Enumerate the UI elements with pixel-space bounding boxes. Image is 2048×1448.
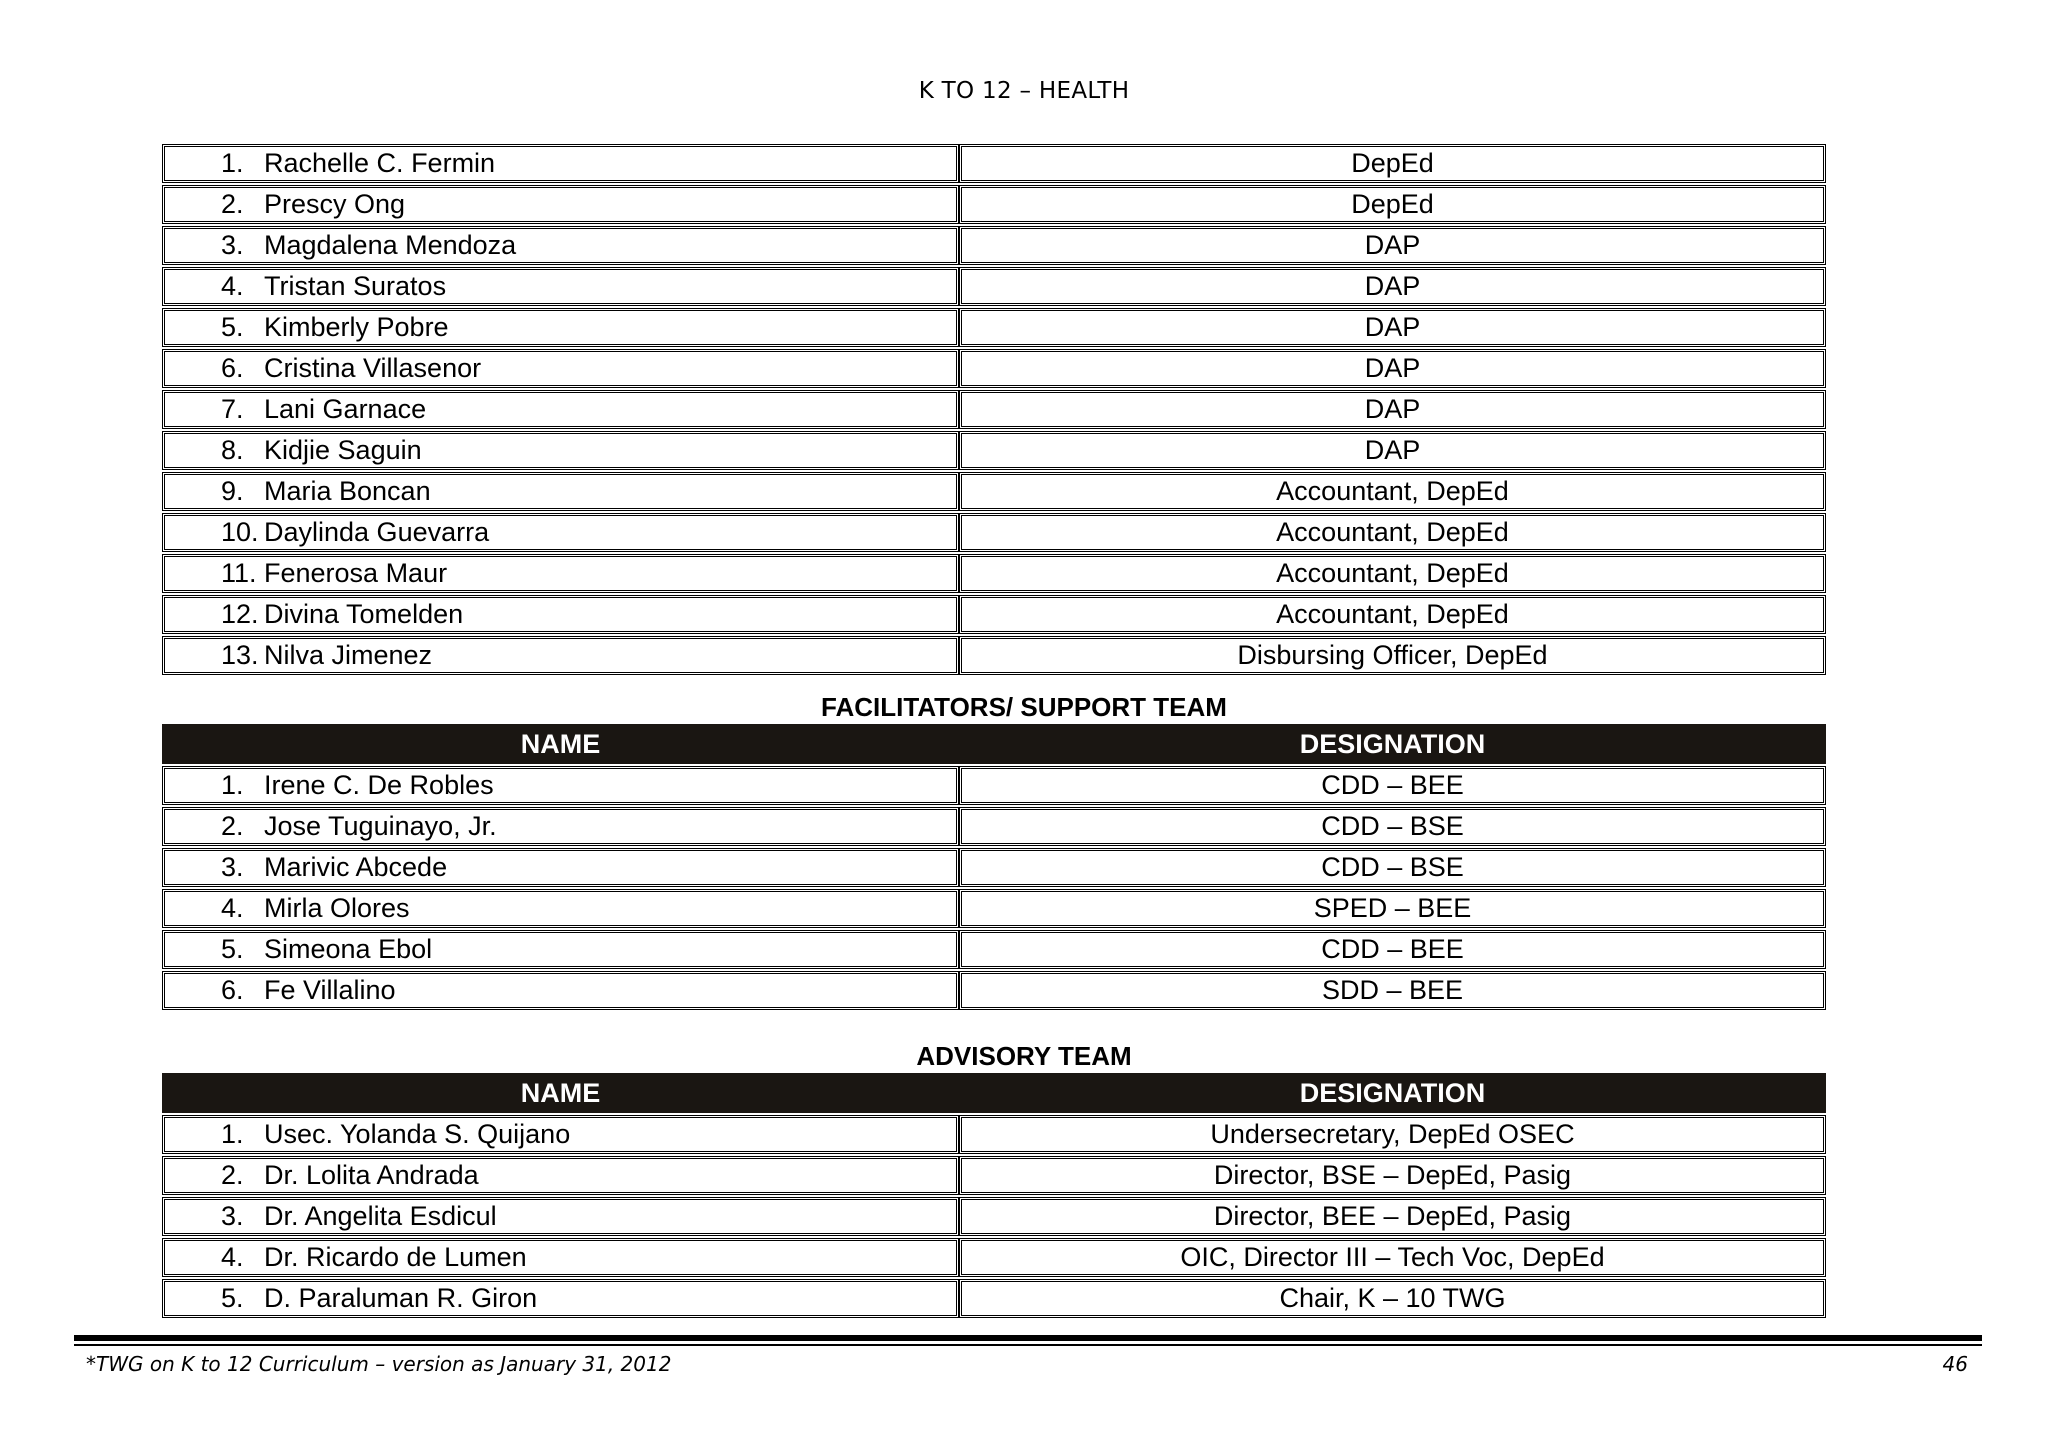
row-number: 7. — [221, 394, 244, 424]
table-row — [162, 848, 1826, 887]
row-number: 2. — [221, 1160, 244, 1190]
row-number: 6. — [221, 975, 244, 1005]
row-number: 2. — [221, 811, 244, 841]
person-name: Dr. Lolita Andrada — [264, 1160, 479, 1190]
table-row — [162, 431, 1826, 470]
person-name: Marivic Abcede — [264, 852, 448, 882]
name-cell — [162, 1156, 959, 1195]
person-name: Cristina Villasenor — [264, 353, 482, 383]
row-number: 4. — [221, 1242, 244, 1272]
person-name: Dr. Angelita Esdicul — [264, 1201, 497, 1231]
row-number: 10. — [221, 517, 259, 547]
row-number: 2. — [221, 189, 244, 219]
table-row — [162, 349, 1826, 388]
name-cell — [162, 185, 959, 224]
designation-cell: DAP — [959, 349, 1826, 388]
advisory-title: ADVISORY TEAM — [916, 1041, 1132, 1071]
table-row — [162, 807, 1826, 846]
name-cell — [162, 807, 959, 846]
row-number: 8. — [221, 435, 244, 465]
designation-cell: Accountant, DepEd — [959, 554, 1826, 593]
table-row — [162, 1238, 1826, 1277]
row-number: 3. — [221, 1201, 244, 1231]
name-cell — [162, 144, 959, 183]
row-number: 4. — [221, 271, 244, 301]
table-row — [162, 185, 1826, 224]
name-cell — [162, 889, 959, 928]
person-name: Rachelle C. Fermin — [264, 148, 496, 178]
table-row — [162, 1156, 1826, 1195]
name-cell — [162, 267, 959, 306]
person-name: Simeona Ebol — [264, 934, 433, 964]
designation-cell: Accountant, DepEd — [959, 595, 1826, 634]
row-number: 3. — [221, 852, 244, 882]
name-cell — [162, 1279, 959, 1318]
writers-table-body — [162, 144, 1826, 675]
footer-divider-thin — [74, 1344, 1982, 1346]
designation-cell: Undersecretary, DepEd OSEC — [959, 1115, 1826, 1154]
table-row — [162, 513, 1826, 552]
person-name: Prescy Ong — [264, 189, 406, 219]
facilitators-table — [162, 722, 1826, 1012]
designation-cell: DAP — [959, 267, 1826, 306]
person-name: Maria Boncan — [264, 476, 431, 506]
person-name: Lani Garnace — [264, 394, 427, 424]
row-number: 12. — [221, 599, 259, 629]
name-cell — [162, 766, 959, 805]
name-cell — [162, 595, 959, 634]
person-name: Dr. Ricardo de Lumen — [264, 1242, 527, 1272]
page-header-title: K TO 12 – HEALTH — [918, 78, 1130, 104]
facilitators-col-name: NAME — [162, 724, 959, 764]
name-cell — [162, 431, 959, 470]
name-cell — [162, 971, 959, 1010]
table-row — [162, 636, 1826, 675]
table-row — [162, 1279, 1826, 1318]
name-cell — [162, 308, 959, 347]
designation-cell: Chair, K – 10 TWG — [959, 1279, 1826, 1318]
name-cell — [162, 472, 959, 511]
row-number: 5. — [221, 312, 244, 342]
facilitators-col-designation: DESIGNATION — [959, 724, 1826, 764]
designation-cell: DAP — [959, 390, 1826, 429]
person-name: Jose Tuguinayo, Jr. — [264, 811, 497, 841]
person-name: Magdalena Mendoza — [264, 230, 517, 260]
table-row — [162, 889, 1826, 928]
designation-cell: CDD – BSE — [959, 848, 1826, 887]
person-name: Kidjie Saguin — [264, 435, 422, 465]
writers-table — [162, 142, 1826, 677]
advisory-col-designation: DESIGNATION — [959, 1073, 1826, 1113]
row-number: 1. — [221, 770, 244, 800]
table-row — [162, 1115, 1826, 1154]
person-name: Usec. Yolanda S. Quijano — [264, 1119, 571, 1149]
row-number: 4. — [221, 893, 244, 923]
designation-cell: Director, BEE – DepEd, Pasig — [959, 1197, 1826, 1236]
person-name: Irene C. De Robles — [264, 770, 494, 800]
table-row — [162, 226, 1826, 265]
page-number: 46 — [1942, 1352, 1968, 1376]
advisory-table — [162, 1071, 1826, 1320]
designation-cell: DAP — [959, 308, 1826, 347]
name-cell — [162, 390, 959, 429]
name-cell — [162, 636, 959, 675]
name-cell — [162, 513, 959, 552]
designation-cell: DepEd — [959, 144, 1826, 183]
name-cell — [162, 349, 959, 388]
advisory-header-row — [162, 1073, 1826, 1113]
row-number: 13. — [221, 640, 259, 670]
person-name: Fe Villalino — [264, 975, 396, 1005]
person-name: Mirla Olores — [264, 893, 410, 923]
designation-cell: CDD – BSE — [959, 807, 1826, 846]
table-row — [162, 267, 1826, 306]
advisory-col-name: NAME — [162, 1073, 959, 1113]
person-name: Kimberly Pobre — [264, 312, 449, 342]
designation-cell: SDD – BEE — [959, 971, 1826, 1010]
name-cell — [162, 554, 959, 593]
table-row — [162, 308, 1826, 347]
table-row — [162, 930, 1826, 969]
name-cell — [162, 1115, 959, 1154]
person-name: Tristan Suratos — [264, 271, 447, 301]
row-number: 11. — [221, 558, 257, 588]
designation-cell: Director, BSE – DepEd, Pasig — [959, 1156, 1826, 1195]
table-row — [162, 390, 1826, 429]
table-row — [162, 971, 1826, 1010]
name-cell — [162, 1197, 959, 1236]
row-number: 1. — [221, 1119, 244, 1149]
person-name: Divina Tomelden — [264, 599, 464, 629]
table-row — [162, 472, 1826, 511]
row-number: 1. — [221, 148, 244, 178]
name-cell — [162, 848, 959, 887]
name-cell — [162, 930, 959, 969]
row-number: 6. — [221, 353, 244, 383]
facilitators-table-body — [162, 766, 1826, 1010]
designation-cell: DAP — [959, 226, 1826, 265]
name-cell — [162, 226, 959, 265]
designation-cell: DepEd — [959, 185, 1826, 224]
person-name: Daylinda Guevarra — [264, 517, 490, 547]
row-number: 5. — [221, 1283, 244, 1313]
designation-cell: Accountant, DepEd — [959, 513, 1826, 552]
designation-cell: SPED – BEE — [959, 889, 1826, 928]
table-row — [162, 1197, 1826, 1236]
table-row — [162, 595, 1826, 634]
designation-cell: OIC, Director III – Tech Voc, DepEd — [959, 1238, 1826, 1277]
advisory-table-body — [162, 1115, 1826, 1318]
designation-cell: DAP — [959, 431, 1826, 470]
person-name: Fenerosa Maur — [264, 558, 448, 588]
table-row — [162, 554, 1826, 593]
row-number: 9. — [221, 476, 244, 506]
designation-cell: Disbursing Officer, DepEd — [959, 636, 1826, 675]
row-number: 5. — [221, 934, 244, 964]
table-row — [162, 144, 1826, 183]
facilitators-header-row — [162, 724, 1826, 764]
footer-version-note: *TWG on K to 12 Curriculum – version as January 31, 2012 — [86, 1352, 672, 1376]
designation-cell: Accountant, DepEd — [959, 472, 1826, 511]
facilitators-title: FACILITATORS/ SUPPORT TEAM — [821, 692, 1227, 722]
row-number: 3. — [221, 230, 244, 260]
footer-divider — [74, 1335, 1982, 1341]
table-row — [162, 766, 1826, 805]
person-name: D. Paraluman R. Giron — [264, 1283, 538, 1313]
person-name: Nilva Jimenez — [264, 640, 433, 670]
name-cell — [162, 1238, 959, 1277]
designation-cell: CDD – BEE — [959, 930, 1826, 969]
designation-cell: CDD – BEE — [959, 766, 1826, 805]
